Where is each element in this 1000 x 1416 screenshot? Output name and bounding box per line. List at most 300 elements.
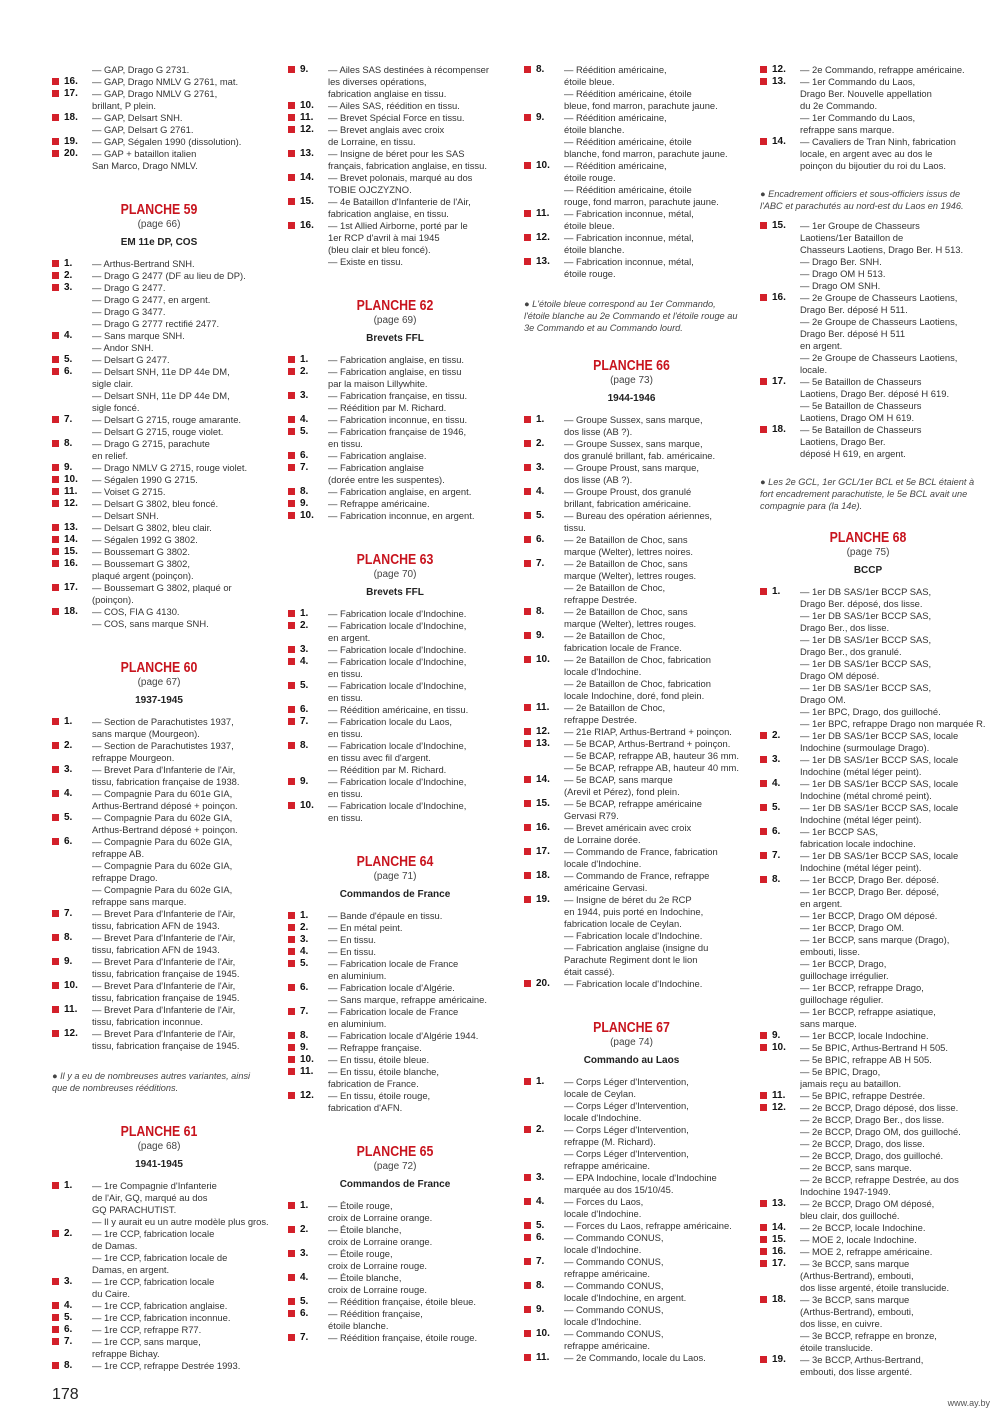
entry-description [92, 1324, 266, 1336]
bullet-marker [288, 498, 300, 510]
entry-number: 7. [536, 558, 545, 569]
entry-description [800, 1030, 976, 1042]
entry-line: — Fabrication locale d'Indochine. [328, 608, 467, 619]
entry-description [800, 292, 976, 376]
bullet-marker [760, 1090, 772, 1102]
red-square-icon [52, 150, 59, 157]
entry-number: 13. [772, 1198, 786, 1209]
red-square-icon [524, 162, 531, 169]
entry-description [564, 774, 739, 798]
bullet-marker [524, 1076, 536, 1124]
red-square-icon [524, 1078, 531, 1085]
bullet-marker [52, 716, 64, 740]
catalog-entry [524, 1352, 739, 1364]
entry-line: refrappe sans marque. [92, 896, 187, 907]
red-square-icon [760, 732, 767, 739]
planche-section-header [288, 1144, 502, 1192]
bullet-marker [52, 606, 64, 630]
entry-number: 15. [536, 798, 550, 809]
red-square-icon [288, 924, 295, 931]
catalog-entry [52, 1300, 266, 1312]
entry-number: 14. [772, 1222, 786, 1233]
catalog-entry [288, 1054, 502, 1066]
catalog-entry [524, 630, 739, 654]
red-square-icon [524, 234, 531, 241]
entry-line: — 2e Bataillon de Choc, sans [564, 558, 688, 569]
bullet-marker [288, 776, 300, 800]
entry-description [328, 958, 502, 982]
entry-number: 16. [772, 1246, 786, 1257]
red-square-icon [524, 728, 531, 735]
entry-number: 4. [536, 1196, 545, 1207]
red-square-icon [288, 416, 295, 423]
bullet-marker [524, 486, 536, 510]
entry-line: en tissu. [328, 438, 363, 449]
entry-description [328, 196, 502, 220]
red-square-icon [52, 958, 59, 965]
entry-line: — 1er BPC, refrappe Drago non marquée R. [800, 718, 986, 729]
red-square-icon [52, 982, 59, 989]
catalog-entry [288, 680, 502, 704]
entry-number: 2. [300, 620, 309, 631]
entry-description [328, 462, 502, 486]
catalog-entry [52, 136, 266, 148]
catalog-entry [288, 1224, 502, 1248]
entry-line: en tissu. [328, 692, 363, 703]
entry-line: tissu, fabrication française de 1938. [92, 776, 240, 787]
entry-line: — Drago G 2715, parachute [92, 438, 210, 449]
entry-description [92, 836, 266, 908]
bullet-marker [288, 644, 300, 656]
red-square-icon [760, 294, 767, 301]
catalog-entry [52, 1324, 266, 1336]
entry-number: 16. [64, 76, 78, 87]
entry-number: 8. [300, 1030, 309, 1041]
entry-line: refrappe sans marque. [800, 124, 895, 135]
entry-line: — 2e Bataillon de Choc, [564, 582, 666, 593]
entry-line: — Brevet Spécial Force en tissu. [328, 112, 465, 123]
red-square-icon [52, 78, 59, 85]
entry-number: 3. [300, 934, 309, 945]
catalog-entry [288, 450, 502, 462]
entry-line: en tissu. [328, 728, 363, 739]
bullet-marker [524, 1220, 536, 1232]
entry-line: locale Indochine, doré, fond plein. [564, 690, 705, 701]
entry-description [328, 716, 502, 740]
entry-line: — 5e BPIC, refrappe Destrée. [800, 1090, 926, 1101]
entry-line: fabrication de France. [328, 1078, 419, 1089]
planche-page-ref: (page 66) [137, 219, 181, 230]
entry-line: — 5e BPIC, Drago, [800, 1066, 881, 1077]
entry-description [564, 232, 739, 256]
entry-line: — 1er BCCP, Drago OM. [800, 922, 905, 933]
entry-description [92, 932, 266, 956]
entry-line: plaqué argent (poinçon). [92, 570, 194, 581]
entry-line: — Bureau des opération aériennes, [564, 510, 713, 521]
catalog-entry [524, 606, 739, 630]
entry-number: 1. [64, 716, 73, 727]
bullet-marker [52, 462, 64, 474]
red-square-icon [52, 838, 59, 845]
red-square-icon [760, 780, 767, 787]
entry-line: — 1er BCCP, Drago OM déposé. [800, 910, 938, 921]
catalog-entry [52, 474, 266, 486]
entry-line: locale d'Indochine. [564, 858, 642, 869]
bullet-marker [524, 1124, 536, 1172]
entry-number: 19. [536, 894, 550, 905]
entry-line: — 2e BCCP, sans marque. [800, 1162, 912, 1173]
entry-line: — 1er BCCP, sans marque (Drago), [800, 934, 950, 945]
catalog-entry [288, 1042, 502, 1054]
entry-description [92, 582, 266, 606]
catalog-entry [524, 1220, 739, 1232]
planche-page-ref: (page 69) [373, 315, 417, 326]
entry-number: 14. [536, 774, 550, 785]
entry-line: — GAP, Ségalen 1990 (dissolution). [92, 136, 242, 147]
entry-line: — 1er DB SAS/1er BCCP SAS, [800, 610, 932, 621]
bullet-marker [52, 414, 64, 438]
entry-number: 19. [772, 1354, 786, 1365]
entry-line: — Corps Léger d'Intervention, [564, 1124, 689, 1135]
entry-line: — GAP, Delsart G 2761. [92, 124, 194, 135]
entry-description [92, 88, 266, 112]
red-square-icon [288, 464, 295, 471]
entry-description [328, 366, 502, 390]
catalog-entry [524, 1304, 739, 1328]
entry-line: — Section de Parachutistes 1937, [92, 716, 234, 727]
entry-line: étoile blanche. [564, 124, 625, 135]
bullet-marker [760, 1258, 772, 1294]
catalog-entry [52, 258, 266, 270]
entry-line: tissu, fabrication AFN de 1943. [92, 920, 220, 931]
red-square-icon [288, 960, 295, 967]
catalog-entry [288, 124, 502, 148]
entry-description [92, 366, 266, 414]
red-square-icon [288, 1274, 295, 1281]
entry-line: les diverses opérations, [328, 76, 427, 87]
entry-description [92, 1336, 266, 1360]
entry-line: — Boussemart G 3802. [92, 546, 190, 557]
entry-line: — 3e BCCP, refrappe en bronze, [800, 1330, 937, 1341]
bullet-marker [288, 148, 300, 172]
entry-line: — Réédition américaine, étoile [564, 184, 692, 195]
red-square-icon [288, 706, 295, 713]
red-square-icon [288, 102, 295, 109]
bullet-marker [52, 546, 64, 558]
entry-number: 4. [64, 1300, 73, 1311]
entry-line: — Compagnie Para du 601e GIA, [92, 788, 233, 799]
entry-description [800, 424, 976, 460]
entry-description [800, 874, 976, 1030]
entry-line: de Lorraine, en tissu. [328, 136, 416, 147]
bullet-marker [52, 112, 64, 136]
entry-number: 4. [300, 946, 309, 957]
entry-description [800, 1042, 976, 1090]
entry-description [800, 220, 976, 292]
catalog-entry [288, 620, 502, 644]
catalog-entry [52, 148, 266, 172]
entry-line: — 2e Bataillon de Choc, sans [564, 534, 688, 545]
bullet-marker [52, 366, 64, 414]
entry-line: — Fabrication anglaise, en tissu [328, 366, 462, 377]
bullet-marker [52, 956, 64, 980]
entry-line: fabrication anglaise, en tissu. [328, 208, 449, 219]
red-square-icon [288, 512, 295, 519]
entry-number: 5. [300, 958, 309, 969]
entry-number: 9. [300, 64, 309, 75]
entry-number: 15. [64, 546, 78, 557]
entry-number: 13. [64, 522, 78, 533]
entry-number: 6. [64, 836, 73, 847]
catalog-entry [288, 800, 502, 824]
catalog-entry [760, 850, 976, 874]
bullet-marker [760, 1294, 772, 1354]
entry-number: 4. [300, 656, 309, 667]
entry-number: 1. [300, 910, 309, 921]
entry-number: 20. [536, 978, 550, 989]
entry-description [564, 738, 739, 774]
red-square-icon [52, 476, 59, 483]
catalog-entry [52, 1312, 266, 1324]
entry-line: Laotiens, Drago Ber. [800, 436, 886, 447]
red-square-icon [288, 114, 295, 121]
planche-page-ref: (page 68) [137, 1141, 181, 1152]
bullet-marker [52, 258, 64, 270]
entry-line: guillochage régulier. [800, 994, 884, 1005]
entry-description [328, 910, 502, 922]
entry-number: 9. [536, 630, 545, 641]
entry-line: Damas, en argent. [92, 1264, 170, 1275]
entry-line: locale. [800, 364, 828, 375]
entry-line: déposé H 619, en argent. [800, 448, 906, 459]
catalog-entry [760, 220, 976, 292]
entry-line: — 1er BCCP, refrappe Drago, [800, 982, 924, 993]
entry-line: — Fabrication française de 1946, [328, 426, 467, 437]
planche-subtitle: 1944-1946 [607, 393, 656, 404]
red-square-icon [760, 1296, 767, 1303]
bullet-marker [288, 1296, 300, 1308]
bullet-marker [760, 1030, 772, 1042]
red-square-icon [52, 90, 59, 97]
entry-line: — 1er DB SAS/1er BCCP SAS, [800, 586, 932, 597]
bullet-marker [288, 608, 300, 620]
entry-line: — Delsart SNH, 11e DP 44e DM, [92, 366, 230, 377]
entry-number: 18. [772, 424, 786, 435]
entry-line: brillant, fabrication américaine. [564, 498, 692, 509]
entry-line: — Refrappe française. [328, 1042, 422, 1053]
entry-line: — Réédition américaine, [564, 64, 667, 75]
entry-line: — Corps Léger d'Intervention, [564, 1076, 689, 1087]
entry-line: dos lisse (AB ?). [564, 426, 633, 437]
entry-description [328, 934, 502, 946]
entry-line: rouge, fond marron, parachute jaune. [564, 196, 719, 207]
editorial-note [760, 476, 976, 512]
entry-line: — Commando de France, refrappe [564, 870, 710, 881]
red-square-icon [760, 852, 767, 859]
bullet-marker [52, 486, 64, 498]
watermark: www.ay.by [947, 1398, 990, 1408]
entry-number: 2. [64, 1228, 73, 1239]
entry-description [92, 1300, 266, 1312]
catalog-entry [52, 498, 266, 522]
entry-number: 12. [536, 232, 550, 243]
entry-description [800, 1234, 976, 1246]
red-square-icon [524, 512, 531, 519]
entry-line: — Compagnie Para du 602e GIA, [92, 884, 233, 895]
entry-line: San Marco, Drago NMLV. [92, 160, 198, 171]
red-square-icon [760, 378, 767, 385]
red-square-icon [524, 258, 531, 265]
catalog-entry [760, 136, 976, 172]
entry-line: — Forces du Laos, refrappe américaine. [564, 1220, 732, 1231]
entry-line: locale de Ceylan. [564, 1088, 636, 1099]
entry-number: 2. [772, 730, 781, 741]
entry-number: 3. [64, 1276, 73, 1287]
red-square-icon [52, 934, 59, 941]
bullet-marker [288, 510, 300, 522]
entry-line: — En métal peint. [328, 922, 403, 933]
bullet-marker [524, 1196, 536, 1220]
red-square-icon [524, 114, 531, 121]
planche-page-ref: (page 73) [610, 375, 653, 386]
entry-line: — Forces du Laos, [564, 1196, 644, 1207]
entry-description [564, 1328, 739, 1352]
entry-number: 17. [536, 846, 550, 857]
catalog-entry [524, 822, 739, 846]
planche-page-ref: (page 71) [373, 871, 417, 882]
entry-number: 16. [536, 822, 550, 833]
catalog-entry [52, 414, 266, 438]
catalog-entry [288, 656, 502, 680]
entry-line: en tissu. [328, 668, 363, 679]
entry-description [92, 438, 266, 462]
entry-line: — Réédition américaine, étoile [564, 136, 692, 147]
entry-number: 9. [300, 1042, 309, 1053]
catalog-entry [524, 414, 739, 438]
red-square-icon [524, 704, 531, 711]
catalog-entry [288, 196, 502, 220]
entry-line: — GAP + bataillon italien [92, 148, 197, 159]
bullet-marker [52, 1276, 64, 1300]
catalog-entry [288, 704, 502, 716]
entry-line: — 5e BCAP, refrappe AB, hauteur 36 mm. [564, 750, 739, 761]
entry-description [328, 1200, 502, 1224]
entry-line: Drago Ber. Nouvelle appellation [800, 88, 932, 99]
planche-section-header [52, 1124, 266, 1172]
red-square-icon [760, 1248, 767, 1255]
entry-number: 4. [536, 486, 545, 497]
entry-description [92, 354, 266, 366]
entry-number: 5. [300, 1296, 309, 1307]
entry-line: Drago Ber. déposé H 511 [800, 328, 906, 339]
entry-number [64, 64, 92, 76]
bullet-marker [524, 1352, 536, 1364]
bullet-marker [760, 136, 772, 172]
bullet-marker [52, 76, 64, 88]
entry-line: — Drago Ber. SNH. [800, 256, 882, 267]
red-square-icon [524, 416, 531, 423]
red-square-icon [760, 1260, 767, 1267]
catalog-entry [524, 654, 739, 702]
entry-line: — Corps Léger d'Intervention, [564, 1100, 689, 1111]
entry-description [564, 1256, 739, 1280]
entry-number: 2. [536, 438, 545, 449]
entry-description [800, 1198, 976, 1222]
catalog-entry [52, 932, 266, 956]
catalog-entry [52, 522, 266, 534]
bullet-marker [288, 450, 300, 462]
bullet-marker [760, 292, 772, 376]
planche-title: PLANCHE 66 [593, 358, 670, 374]
red-square-icon [288, 778, 295, 785]
red-square-icon [760, 1032, 767, 1039]
entry-number: 11. [536, 208, 550, 219]
entry-number: 8. [64, 438, 73, 449]
red-square-icon [288, 356, 295, 363]
bullet-marker [524, 438, 536, 462]
entry-number: 11. [64, 486, 78, 497]
entry-number: 6. [536, 1232, 545, 1243]
entry-description [564, 112, 739, 160]
entry-line: en tissu avec fil d'argent. [328, 752, 431, 763]
entry-number: 9. [64, 956, 73, 967]
entry-line: — Réédition américaine, étoile [564, 88, 692, 99]
catalog-entry [52, 980, 266, 1004]
entry-number: 14. [300, 172, 314, 183]
catalog-entry [760, 1042, 976, 1090]
red-square-icon [52, 260, 59, 267]
catalog-entry [52, 88, 266, 112]
entry-line: fabrication anglaise en tissu. [328, 88, 447, 99]
catalog-entry [288, 1090, 502, 1114]
bullet-marker [288, 390, 300, 414]
bullet-marker [52, 438, 64, 462]
entry-line: — Ailes SAS, réédition en tissu. [328, 100, 460, 111]
entry-description [328, 1248, 502, 1272]
entry-line: marque (Welter), lettres rouges. [564, 618, 697, 629]
entry-number: 12. [300, 124, 314, 135]
bullet-marker [288, 426, 300, 450]
catalog-entry [52, 956, 266, 980]
entry-description [328, 486, 502, 498]
entry-line: — 2e BCCP, refrappe Destrée, au dos [800, 1174, 959, 1185]
entry-line: — Fabrication locale d'Indochine, [328, 740, 467, 751]
bullet-marker [524, 978, 536, 990]
entry-number: 7. [64, 908, 73, 919]
entry-line: — Refrappe américaine. [328, 498, 430, 509]
red-square-icon [760, 1044, 767, 1051]
entry-number: 5. [64, 812, 73, 823]
entry-line: — Drago G 2477 (DF au lieu de DP). [92, 270, 246, 281]
red-square-icon [52, 1302, 59, 1309]
catalog-entry [52, 1004, 266, 1028]
catalog-entry [288, 100, 502, 112]
planche-page-ref: (page 67) [137, 677, 181, 688]
entry-line: fabrication d'AFN. [328, 1102, 403, 1113]
entry-number: 12. [772, 1102, 786, 1113]
catalog-entry [52, 282, 266, 330]
catalog-entry [524, 256, 739, 280]
entry-line: tissu, fabrication AFN de 1943. [92, 944, 220, 955]
entry-description [800, 754, 976, 778]
bullet-marker [288, 1332, 300, 1344]
entry-number: 10. [300, 100, 314, 111]
entry-number: 3. [64, 282, 73, 293]
catalog-entry [760, 1102, 976, 1198]
red-square-icon [524, 824, 531, 831]
entry-number: 13. [536, 256, 550, 267]
entry-line: — Réédition par M. Richard. [328, 764, 447, 775]
